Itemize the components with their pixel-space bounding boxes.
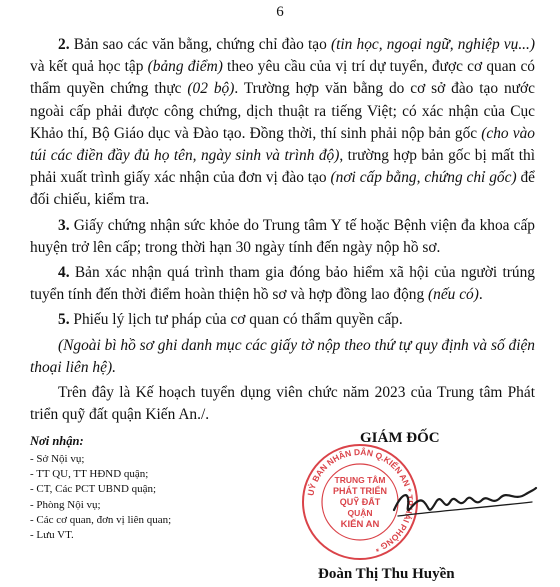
recipient-item: - TT QU, TT HĐND quận; xyxy=(30,468,149,481)
recipient-item: - Lưu VT. xyxy=(30,529,74,542)
paragraph xyxy=(30,382,535,426)
text-run: (Ngoài bì hồ sơ ghi danh mục các giấy tờ nộp theo thứ tự quy định và số điện thoại liên hệ). xyxy=(30,336,535,376)
recipient-item: - CT, Các PCT UBND quận; xyxy=(30,483,157,496)
paragraph xyxy=(30,34,535,212)
stamp-text-line: QUẬN xyxy=(347,508,373,518)
item-number: 3. xyxy=(58,216,74,234)
text-run: . Trường hợp văn bằng do cơ sở đào tạo nước ngoài cấp phải được công chứng, dịch thuật ra tiếng Việt; có xác nhận của Cục Khảo thí, Bộ Giáo dục và Đào tạo. Đồng thời, thí sinh phải nộp bản gốc xyxy=(30,80,535,142)
item-number: 4. xyxy=(58,264,75,282)
paragraph xyxy=(30,215,535,259)
text-run: Phiếu lý lịch tư pháp của cơ quan có thẩm quyền cấp. xyxy=(73,311,403,329)
text-run: (nơi cấp bằng, chứng chỉ gốc) xyxy=(330,169,517,187)
svg-text:UỶ BAN NHÂN DÂN Q.KIẾN AN * TP: UỶ BAN NHÂN DÂN Q.KIẾN AN * TP.HẢI PHÒNG * xyxy=(305,446,416,555)
text-run: Bản sao các văn bằng, chứng chỉ đào tạo xyxy=(73,36,331,53)
text-run: (bảng điểm) xyxy=(147,58,223,76)
text-run: (nếu có) xyxy=(428,286,479,304)
recipient-item: - Phòng Nội vụ; xyxy=(30,498,101,511)
text-run: và kết quả học tập xyxy=(30,58,148,76)
document-body xyxy=(30,34,535,429)
stamp-text-line: TRUNG TÂM xyxy=(334,475,386,485)
recipients-block xyxy=(30,434,330,543)
paragraph xyxy=(30,335,535,379)
stamp-text-line: KIẾN AN xyxy=(340,519,380,530)
text-run: Giấy chứng nhận sức khỏe do Trung tâm Y tế hoặc Bệnh viện đa khoa cấp huyện trở lên cấp; trong thời hạn 30 ngày tính đến ngày nộp hồ sơ. xyxy=(30,216,536,256)
text-run: . xyxy=(478,286,483,304)
item-number: 2. xyxy=(58,36,74,53)
text-run: Bản xác nhận quá trình tham gia đóng bảo hiểm xã hội của người trúng tuyển tính đến thời điểm hoàn thiện hồ sơ và hợp đồng lao động xyxy=(30,264,536,304)
recipients-list xyxy=(30,452,330,543)
paragraph xyxy=(30,262,535,306)
stamp-text-line: PHÁT TRIỂN xyxy=(333,486,387,496)
recipient-item: - Các cơ quan, đơn vị liên quan; xyxy=(30,513,172,526)
page-number: 6 xyxy=(276,4,284,20)
signer-name: Đoàn Thị Thu Huyền xyxy=(318,566,455,582)
text-run: Trên đây là Kế hoạch tuyển dụng viên chức năm 2023 của Trung tâm Phát triển quỹ đất quận Kiến An./. xyxy=(30,384,535,424)
paragraph xyxy=(30,309,535,331)
recipients-title: Nơi nhận: xyxy=(30,434,84,448)
stamp-text-line: QUỸ ĐẤT xyxy=(339,497,381,507)
handwritten-signature xyxy=(388,472,538,532)
text-run: , trường hợp bản gốc bị mất thì phải xuất trình giấy xác nhận của đơn vị đào tạo xyxy=(30,147,535,187)
signature-block xyxy=(300,430,560,587)
item-number: 5. xyxy=(58,311,74,329)
text-run: theo yêu cầu của vị trí dự tuyển, được cơ quan có thẩm quyền chứng thực xyxy=(30,58,535,98)
text-run: (cho vào túi các điền đầy đủ họ tên, ngày sinh và trình độ) xyxy=(30,124,535,165)
text-run: (tin học, ngoại ngữ, nghiệp vụ...) xyxy=(331,36,535,53)
text-run: (02 bộ) xyxy=(187,80,235,98)
text-run: để đối chiếu, kiểm tra. xyxy=(30,169,535,209)
signer-title: GIÁM ĐỐC xyxy=(360,430,440,446)
recipient-item: - Sở Nội vụ; xyxy=(30,453,85,465)
